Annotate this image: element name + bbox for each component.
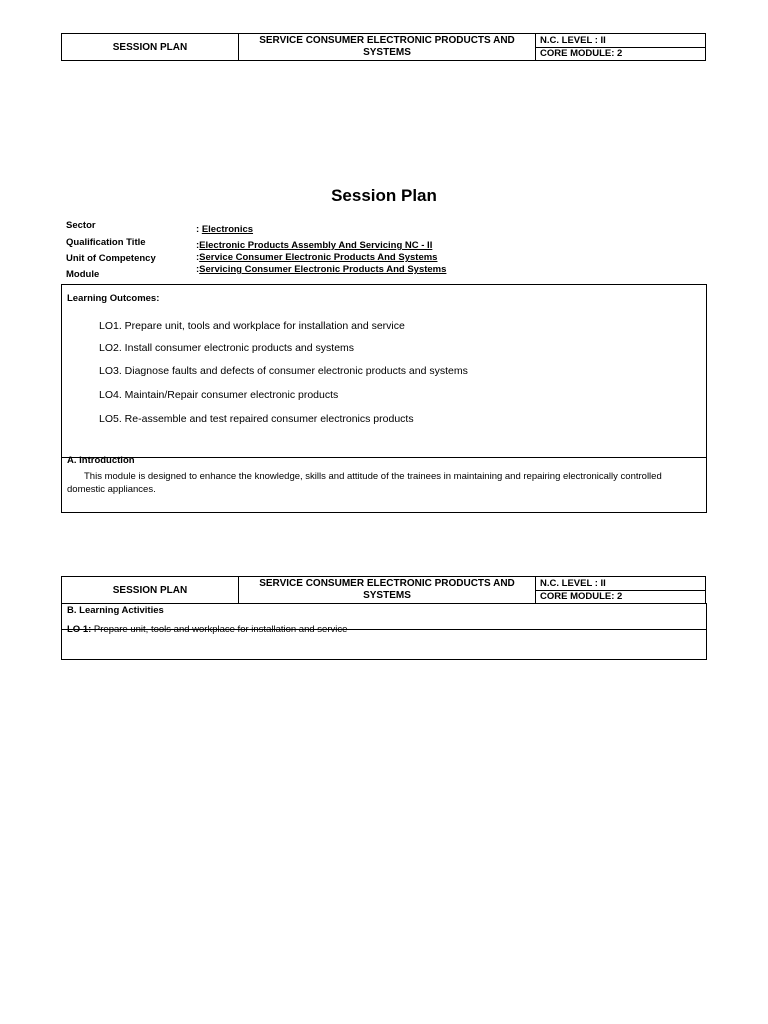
qualification-label: Qualification Title [66,237,146,248]
nc-level: N.C. LEVEL : II [536,34,705,48]
core-module: CORE MODULE: 2 [540,48,623,60]
sector-label: Sector [66,220,96,231]
lo4-item: LO4. Maintain/Repair consumer electronic products [99,389,339,401]
module-label: Module [66,269,100,280]
lo1-item: LO1. Prepare unit, tools and workplace for installation and service [99,320,405,332]
sector-value: : Electronics [196,224,254,235]
learning-outcomes-box [61,284,707,513]
level-cell [536,34,705,60]
lo5-item: LO5. Re-assemble and test repaired consumer electronics products [99,413,414,425]
module-title-cell: SERVICE CONSUMER ELECTRONIC PRODUCTS AND SYSTEMS [239,34,536,60]
introduction-heading: A. Introduction [67,455,135,466]
session-plan-cell-2: SESSION PLAN [62,577,239,603]
unit-label: Unit of Competency [66,253,156,264]
page-title: Session Plan [331,186,437,205]
module-title-cell-2: SERVICE CONSUMER ELECTRONIC PRODUCTS AND SYSTEMS [239,577,536,603]
header-table-top [61,33,706,61]
core-module-2: CORE MODULE: 2 [540,591,623,603]
lo2-item: LO2. Install consumer electronic products and systems [99,342,355,354]
unit-value: :Service Consumer Electronic Products And Systems [196,252,438,263]
session-plan-cell: SESSION PLAN [62,34,239,60]
introduction-text: This module is designed to enhance the knowledge, skills and attitude of the trainees in maintaining and repairing electronically controlled domestic appliances. [67,471,662,495]
header-table-bottom [61,576,706,604]
divider-line [62,457,706,458]
learning-outcomes-heading: Learning Outcomes: [67,293,160,304]
lo1-activity-text: Prepare unit, tools and workplace for installation and service [93,624,348,635]
module-value: :Servicing Consumer Electronic Products And Systems [196,264,447,275]
lo1-activity [67,624,347,635]
nc-level-2: N.C. LEVEL : II [536,577,705,591]
lo3-item: LO3. Diagnose faults and defects of consumer electronic products and systems [99,365,468,377]
learning-activities-box [61,603,707,660]
lo1-activity-label: LO 1: [67,624,92,635]
qualification-value: :Electronic Products Assembly And Servicing NC - II [196,240,433,251]
level-cell-2 [536,577,705,603]
learning-activities-heading: B. Learning Activities [67,605,164,616]
